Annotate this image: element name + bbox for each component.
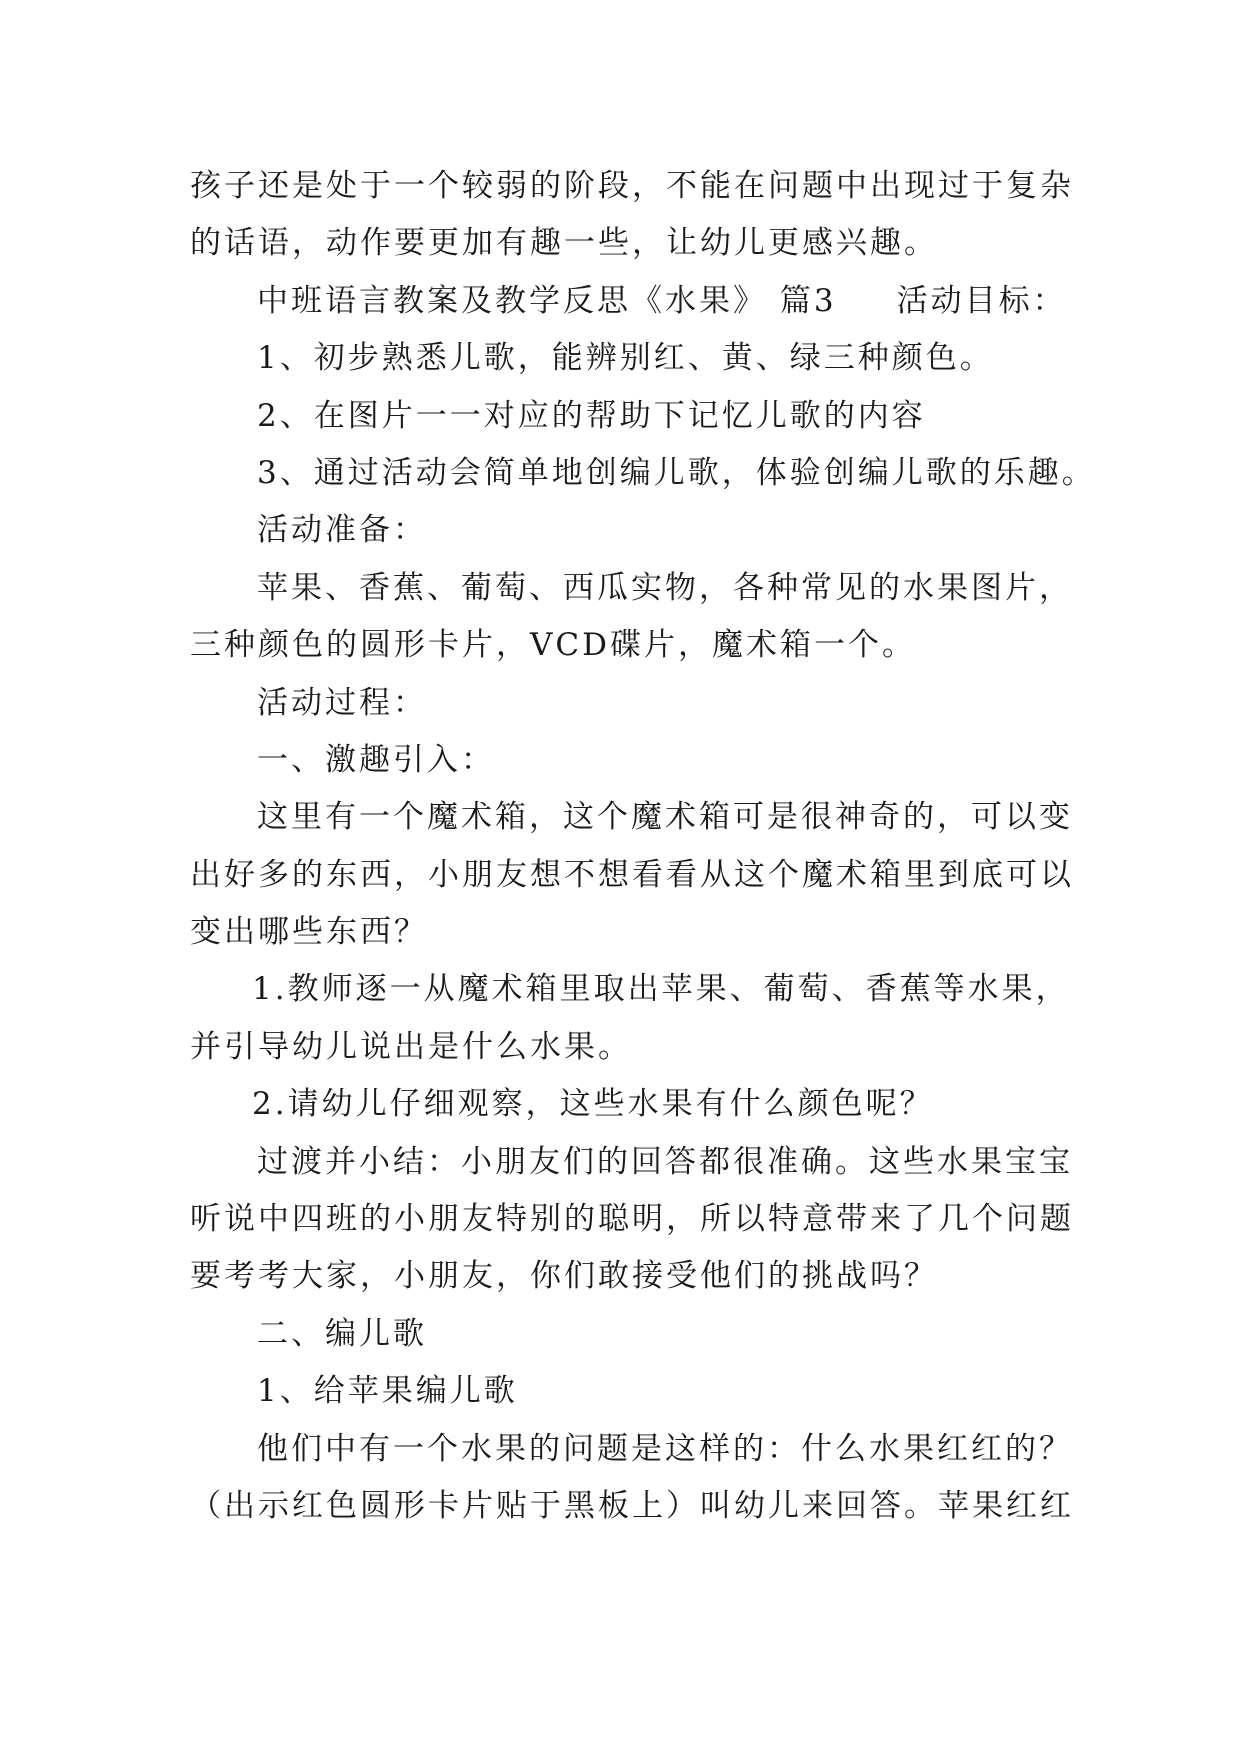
text-line: 一、激趣引入：: [257, 741, 495, 778]
text-line: 1、给苹果编儿歌: [257, 1373, 518, 1410]
text-line: 活动准备：: [257, 512, 427, 549]
text-line: 活动过程：: [257, 684, 427, 721]
text-line: 并引导幼儿说出是什么水果。: [190, 1028, 632, 1065]
section-heading-line: [190, 273, 1070, 330]
text-line: （出示红色圆形卡片贴于黑板上）叫幼儿来回答。苹果红红: [190, 1487, 1074, 1524]
text-line: 要考考大家，小朋友，你们敢接受他们的挑战吗？: [190, 1258, 938, 1295]
text-line: 听说中四班的小朋友特别的聪明，所以特意带来了几个问题: [190, 1201, 1074, 1238]
text-line: 1、初步熟悉儿歌，能辨别红、黄、绿三种颜色。: [257, 340, 994, 377]
text-line: 二、编儿歌: [257, 1315, 427, 1352]
text-line: 变出哪些东西？: [190, 914, 428, 951]
text-line: 1.教师逐一从魔术箱里取出苹果、葡萄、香蕉等水果，: [252, 971, 1070, 1008]
text-line: 这里有一个魔术箱，这个魔术箱可是很神奇的，可以变: [257, 799, 1073, 836]
text-line: 3、通过活动会简单地创编儿歌，体验创编儿歌的乐趣。: [257, 454, 1096, 491]
text-line: 孩子还是处于一个较弱的阶段，不能在问题中出现过于复杂: [190, 168, 1074, 204]
text-line: 2、在图片一一对应的帮助下记忆儿歌的内容: [257, 397, 926, 434]
text-line: 三种颜色的圆形卡片，VCD碟片，魔术箱一个。: [190, 627, 916, 664]
text-line: 过渡并小结：小朋友们的回答都很准确。这些水果宝宝: [257, 1143, 1073, 1180]
section-title: 中班语言教案及教学反思《水果》 篇3: [257, 282, 837, 319]
text-line: 他们中有一个水果的问题是这样的：什么水果红红的？: [257, 1430, 1073, 1467]
text-line: 出好多的东西，小朋友想不想看看从这个魔术箱里到底可以: [190, 856, 1074, 893]
goals-heading: 活动目标：: [896, 282, 1067, 319]
text-line: 苹果、香蕉、葡萄、西瓜实物，各种常见的水果图片，: [257, 569, 1073, 606]
text-line: 2.请幼儿仔细观察，这些水果有什么颜色呢？: [252, 1086, 934, 1123]
text-line: 的话语，动作要更加有趣一些，让幼儿更感兴趣。: [190, 225, 938, 262]
document-body: [190, 158, 1096, 1535]
